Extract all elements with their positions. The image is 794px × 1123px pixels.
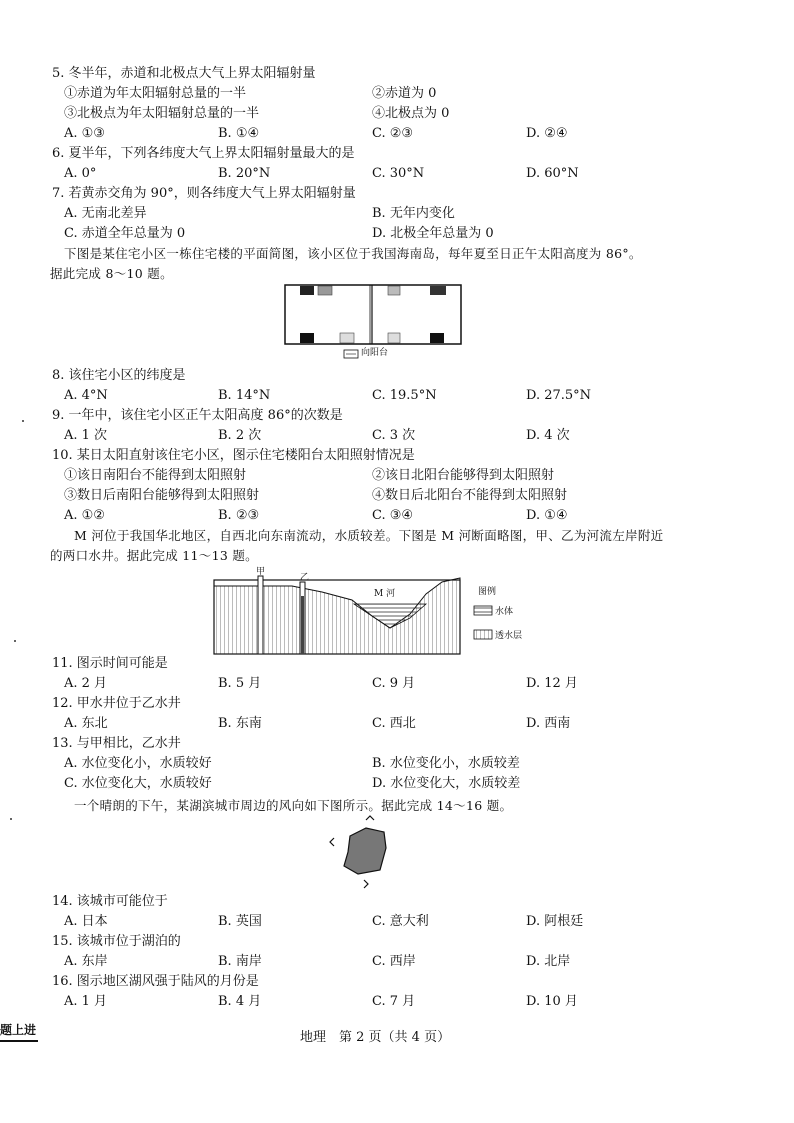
q12-option-a: A. 东北 <box>64 716 108 731</box>
q5-option-d: D. ②④ <box>526 126 568 141</box>
q8-option-b: B. 14°N <box>218 388 271 403</box>
q16-option-b: B. 4 月 <box>218 994 262 1009</box>
q5-statement-2: ②赤道为 0 <box>372 86 437 101</box>
q11-stem: 11. 图示时间可能是 <box>52 656 168 671</box>
q7-option-c: C. 赤道全年总量为 0 <box>64 226 186 241</box>
q9-option-a: A. 1 次 <box>64 428 108 443</box>
q12-option-b: B. 东南 <box>218 716 262 731</box>
q8-option-c: C. 19.5°N <box>372 388 437 403</box>
intro-8-10-line1: 下图是某住宅小区一栋住宅楼的平面简图，该小区位于我国海南岛，每年夏至日正午太阳高度为 86°。 <box>64 246 642 261</box>
q8-stem: 8. 该住宅小区的纬度是 <box>52 368 186 383</box>
q13-option-b: B. 水位变化小，水质较差 <box>372 756 520 771</box>
q10-statement-4: ④数日后北阳台不能得到太阳照射 <box>372 488 568 503</box>
q11-option-a: A. 2 月 <box>64 676 108 691</box>
q6-option-d: D. 60°N <box>526 166 579 181</box>
q10-option-b: B. ②③ <box>218 508 260 523</box>
intro-8-10-line2: 据此完成 8～10 题。 <box>50 266 173 281</box>
q10-option-c: C. ③④ <box>372 508 414 523</box>
q9-stem: 9. 一年中，该住宅小区正午太阳高度 86°的次数是 <box>52 408 343 423</box>
q6-option-b: B. 20°N <box>218 166 271 181</box>
q16-option-a: A. 1 月 <box>64 994 108 1009</box>
q16-option-c: C. 7 月 <box>372 994 416 1009</box>
q12-stem: 12. 甲水井位于乙水井 <box>52 696 181 711</box>
q13-option-d: D. 水位变化大，水质较差 <box>372 776 521 791</box>
q16-option-d: D. 10 月 <box>526 994 578 1009</box>
q8-option-a: A. 4°N <box>64 388 108 403</box>
lake-city-wind-figure <box>322 814 402 894</box>
q15-option-c: C. 西岸 <box>372 954 416 969</box>
q9-option-c: C. 3 次 <box>372 428 416 443</box>
legend-aquifer-label: 透水层 <box>495 631 523 641</box>
q5-option-b: B. ①④ <box>218 126 260 141</box>
q7-option-b: B. 无年内变化 <box>372 206 455 221</box>
fig8-legend-label: 向阳台 <box>361 348 389 358</box>
corner-mark: 题上进 <box>0 1020 38 1042</box>
legend-title: 图例 <box>478 587 497 597</box>
q13-stem: 13. 与甲相比，乙水井 <box>52 736 181 751</box>
q10-option-a: A. ①② <box>64 508 105 523</box>
q13-option-c: C. 水位变化大，水质较好 <box>64 776 212 791</box>
q14-option-b: B. 英国 <box>218 914 262 929</box>
q5-statement-4: ④北极点为 0 <box>372 106 450 121</box>
q10-statement-1: ①该日南阳台不能得到太阳照射 <box>64 468 247 483</box>
q14-stem: 14. 该城市可能位于 <box>52 894 168 909</box>
q6-option-c: C. 30°N <box>372 166 425 181</box>
q12-option-d: D. 西南 <box>526 716 571 731</box>
q9-option-d: D. 4 次 <box>526 428 570 443</box>
intro-11-13-line1: M 河位于我国华北地区，自西北向东南流动，水质较差。下图是 M 河断面略图，甲、乙为河流左岸附近 <box>74 528 664 543</box>
q10-option-d: D. ①④ <box>526 508 568 523</box>
q10-statement-2: ②该日北阳台能够得到太阳照射 <box>372 468 555 483</box>
q5-stem: 5. 冬半年，赤道和北极点大气上界太阳辐射量 <box>52 66 316 81</box>
q13-option-a: A. 水位变化小，水质较好 <box>64 756 212 771</box>
river-section-figure <box>212 566 552 658</box>
q15-stem: 15. 该城市位于湖泊的 <box>52 934 181 949</box>
q7-option-a: A. 无南北差异 <box>64 206 147 221</box>
q8-option-d: D. 27.5°N <box>526 388 592 403</box>
q11-option-c: C. 9 月 <box>372 676 416 691</box>
page-footer: 地理 第 2 页（共 4 页） <box>300 1030 451 1045</box>
q7-option-d: D. 北极全年总量为 0 <box>372 226 494 241</box>
q11-option-b: B. 5 月 <box>218 676 262 691</box>
q5-statement-3: ③北极点为年太阳辐射总量的一半 <box>64 106 260 121</box>
q7-stem: 7. 若黄赤交角为 90°，则各纬度大气上界太阳辐射量 <box>52 186 356 201</box>
q6-option-a: A. 0° <box>64 166 97 181</box>
q15-option-b: B. 南岸 <box>218 954 262 969</box>
q9-option-b: B. 2 次 <box>218 428 262 443</box>
q14-option-c: C. 意大利 <box>372 914 429 929</box>
scan-speck <box>10 818 12 820</box>
q14-option-d: D. 阿根廷 <box>526 914 584 929</box>
q15-option-a: A. 东岸 <box>64 954 108 969</box>
intro-14-16-line1: 一个晴朗的下午，某湖滨城市周边的风向如下图所示。据此完成 14～16 题。 <box>74 798 513 813</box>
scan-speck <box>22 420 24 422</box>
building-plan-figure <box>284 284 462 364</box>
q12-option-c: C. 西北 <box>372 716 416 731</box>
intro-11-13-line2: 的两口水井。据此完成 11～13 题。 <box>50 548 258 563</box>
q5-option-c: C. ②③ <box>372 126 414 141</box>
legend-water-label: 水体 <box>495 607 514 617</box>
q10-statement-3: ③数日后南阳台能够得到太阳照射 <box>64 488 260 503</box>
q14-option-a: A. 日本 <box>64 914 108 929</box>
well-yi-label: 乙 <box>300 573 310 583</box>
scan-speck <box>14 640 16 642</box>
q5-statement-1: ①赤道为年太阳辐射总量的一半 <box>64 86 247 101</box>
river-m-label: M 河 <box>374 589 396 599</box>
q11-option-d: D. 12 月 <box>526 676 578 691</box>
q10-stem: 10. 某日太阳直射该住宅小区，图示住宅楼阳台太阳照射情况是 <box>52 448 415 463</box>
q6-stem: 6. 夏半年，下列各纬度大气上界太阳辐射量最大的是 <box>52 146 355 161</box>
q16-stem: 16. 图示地区湖风强于陆风的月份是 <box>52 974 259 989</box>
q5-option-a: A. ①③ <box>64 126 105 141</box>
well-jia-label: 甲 <box>256 567 266 577</box>
q15-option-d: D. 北岸 <box>526 954 571 969</box>
